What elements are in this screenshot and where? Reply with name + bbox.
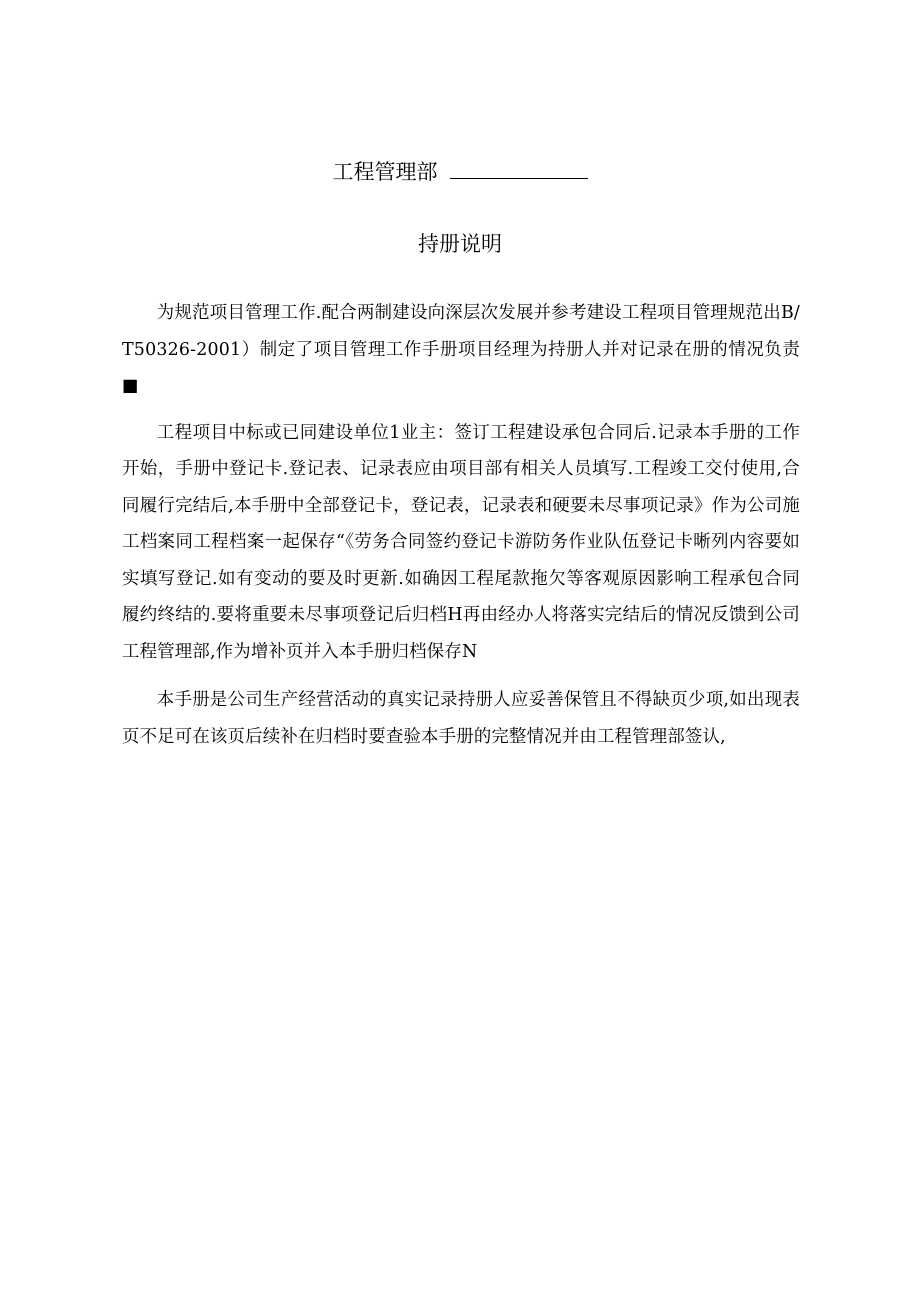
paragraph-procedure: 工程项目中标或已同建设单位1业主：签订工程建设承包合同后.记录本手册的工作开始，手册中登记卡.登记表、记录表应由项目部有相关人员填写.工程竣工交付使用,合同履行完结后,本手册中全部登记卡，登记表，记录表和硬要未尽事项记录》作为公司施工档案同工程档案一起保存“《劳务合同签约登记卡游防务作业队伍登记卡晰列内容要如实填写登记.如有变动的要及时更新.如确因工程尾款拖欠等客观原因影响工程承包合同履约终结的.要将重要未尽事项登记后归档H再由经办人将落实完结后的情况反馈到公司工程管理部,作为增补页并入本手册归档保存N <box>122 422 800 662</box>
paragraph-custody: 本手册是公司生产经营活动的真实记录持册人应妥善保管且不得缺页少项,如出现表页不足可在该页后续补在归档时要查验本手册的完整情况并由工程管理部签认, <box>122 690 800 747</box>
paragraph-purpose: 为规范项目管理工作.配合两制建设向深层次发展并参考建设工程项目管理规范出B/T50326-2001）制定了项目管理工作手册项目经理为持册人并对记录在册的情况负责■ <box>122 303 800 396</box>
body-text <box>122 295 800 767</box>
department-name-blank <box>450 156 588 179</box>
department-header <box>0 155 920 189</box>
page-title: 持册说明 <box>418 232 502 256</box>
department-label: 工程管理部 <box>332 160 438 184</box>
